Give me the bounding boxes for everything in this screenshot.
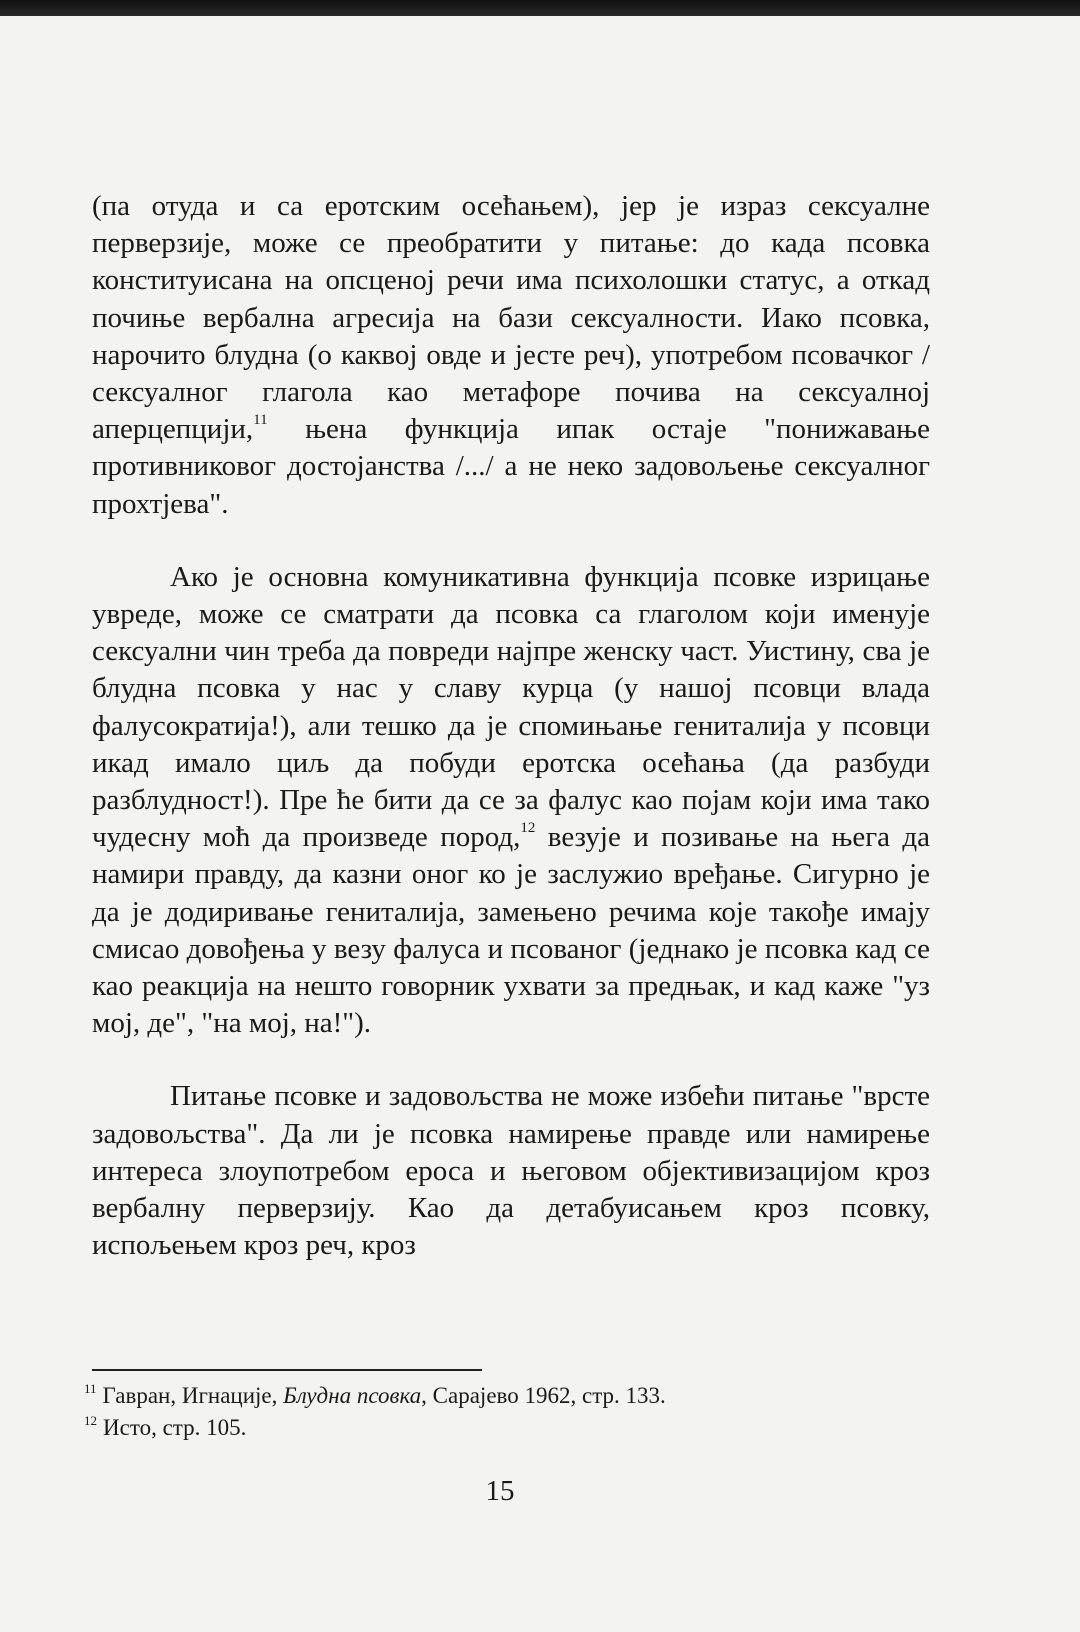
paragraph-1-text-b: њена функција ипак остаје "понижавање противниковог достојанства /.../ а не неко задовољење сексуалног прохтјева". — [92, 413, 930, 520]
footnote-ref-12: 12 — [520, 820, 536, 837]
paragraph-1-text-a: (па отуда и са еротским осећањем), јер је израз сексуалне перверзије, може се преобратити у питање: до када псовка конституисана на опсценој речи има психолошки статус, а откад почиње вербална агресија на бази сексуалности. Иако псовка, нарочито блудна (о каквој овде и јесте реч), употребом псовачког / сексуалног глагола као метафоре почива на сексуалној аперцепцији, — [92, 190, 930, 446]
footnote-11 — [84, 1380, 924, 1412]
footnote-text: Гавран, Игнације, — [102, 1383, 284, 1408]
footnote-text: Исто, стр. 105. — [103, 1415, 247, 1440]
page-number: 15 — [485, 1475, 515, 1507]
footnotes — [84, 1380, 924, 1444]
paragraph-2-text-a: Ако је основна комуникативна функција псовке изрицање увреде, може се сматрати да псовка са глаголом који именује сексуални чин треба да повреди најпре женску част. Уистину, сва је блудна псовка у нас у славу курца (у нашој псовци влада фалусократија!), али тешко да је спомињање гениталија у псовци икад имало циљ да побуди еротска осећања (да разбуди разблудност!). Пре ће бити да се за фалус као појам који има тако чудесну моћ да произведе пород, — [92, 560, 930, 854]
page-body — [92, 188, 930, 1264]
paragraph-3 — [92, 1078, 930, 1264]
paragraph-2 — [92, 559, 930, 1043]
scan-top-edge — [0, 0, 1080, 16]
footnote-text-end: , Сарајево 1962, стр. 133. — [421, 1383, 666, 1408]
paragraph-1 — [92, 188, 930, 523]
footnote-separator — [92, 1369, 482, 1371]
footnote-ref-11: 11 — [253, 412, 268, 429]
footnote-mark: 11 — [84, 1381, 97, 1396]
footnote-12 — [84, 1412, 924, 1444]
paragraph-3-text: Питање псовке и задовољства не може избећи питање "врсте задовољства". Да ли је псовка намирење правде или намирење интереса злоупотребом ероса и његовом објективизацијом кроз вербалну перверзију. Као да детабуисањем кроз псовку, испољењем кроз реч, кроз — [92, 1080, 930, 1262]
footnote-mark: 12 — [84, 1413, 97, 1428]
footnote-book-title: Блудна псовка — [283, 1383, 422, 1408]
paragraph-2-text-b: везује и позивање на њега да намири правду, да казни оног ко је заслужио вређање. Сигурно је да је додиривање гениталија, замењено речима које такође имају смисао довођења у везу фалуса и псованог (једнако је псовка кад се као реакција на нешто говорник ухвати за предњак, и кад каже "уз мој, де", "на мој, на!"). — [92, 821, 930, 1040]
